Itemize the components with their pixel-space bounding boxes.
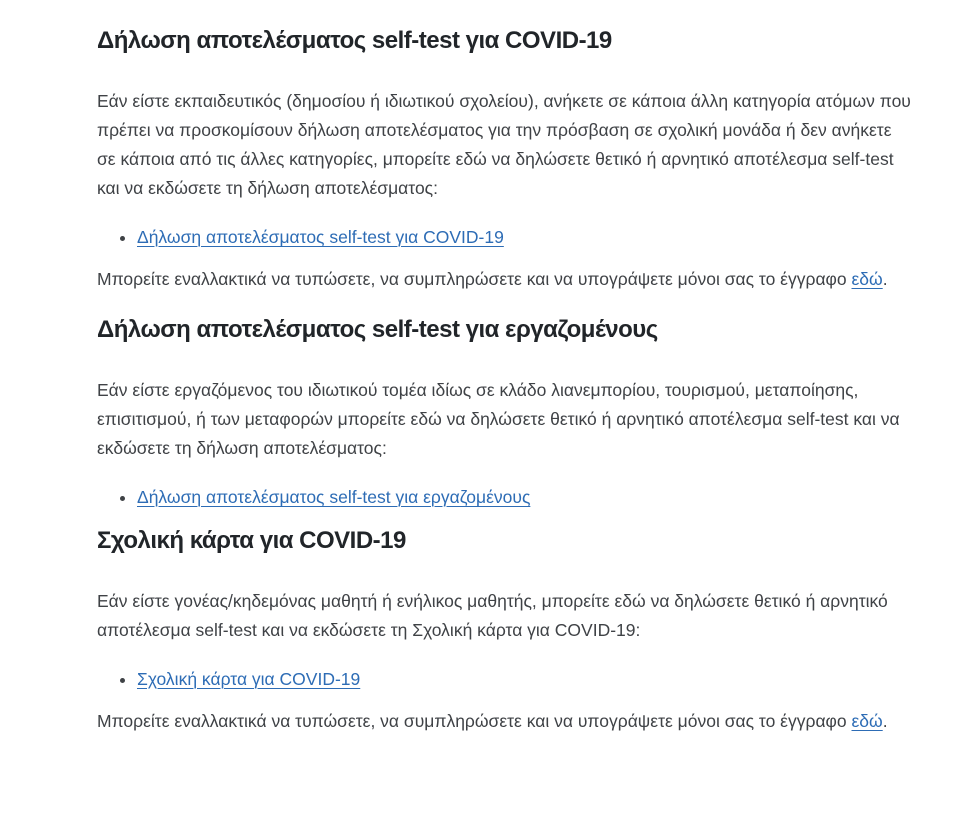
service-link-school-card[interactable]: Σχολική κάρτα για COVID-19 — [137, 669, 361, 689]
section-school-card — [97, 525, 913, 736]
service-link-item — [137, 223, 913, 252]
service-link-list — [97, 665, 913, 694]
service-link-self-test-workers[interactable]: Δήλωση αποτελέσματος self-test για εργαζομένους — [137, 487, 531, 507]
service-link-list — [97, 223, 913, 252]
alternative-note — [97, 707, 913, 736]
section-self-test-covid19 — [97, 25, 913, 294]
section-intro-self-test-covid19: Εάν είστε εκπαιδευτικός (δημοσίου ή ιδιωτικού σχολείου), ανήκετε σε κάποια άλλη κατηγορία ατόμων που πρέπει να προσκομίσουν δήλωση αποτελέσματος για την πρόσβαση σε σχολική μονάδα ή δεν ανήκετε σε κάποια από τις άλλες κατηγορίες, μπορείτε εδώ να δηλώσετε θετικό ή αρνητικό αποτέλεσμα self-test και να εκδώσετε τη δήλωση αποτελέσματος: — [97, 91, 911, 198]
here-link[interactable]: εδώ — [851, 269, 883, 289]
here-link[interactable]: εδώ — [851, 711, 883, 731]
section-heading-school-card: Σχολική κάρτα για COVID-19 — [97, 527, 406, 554]
service-link-item — [137, 665, 913, 694]
alternative-note-text: Μπορείτε εναλλακτικά να τυπώσετε, να συμπληρώσετε και να υπογράψετε μόνοι σας το έγγραφο — [97, 269, 852, 289]
alternative-note-period: . — [882, 269, 888, 289]
section-intro-school-card: Εάν είστε γονέας/κηδεμόνας μαθητή ή ενήλικος μαθητής, μπορείτε εδώ να δηλώσετε θετικό ή αρνητικό αποτέλεσμα self-test και να εκδώσετε τη Σχολική κάρτα για COVID-19: — [97, 591, 888, 640]
service-link-self-test-covid19[interactable]: Δήλωση αποτελέσματος self-test για COVID-19 — [137, 227, 504, 247]
alternative-note-period: . — [882, 711, 888, 731]
section-intro-self-test-workers: Εάν είστε εργαζόμενος του ιδιωτικού τομέα ιδίως σε κλάδο λιανεμπορίου, τουρισμού, μεταποίησης, επισιτισμού, ή των μεταφορών μπορείτε εδώ να δηλώσετε θετικό ή αρνητικό αποτέλεσμα self-test και να εκδώσετε τη δήλωση αποτελέσματος: — [97, 380, 900, 458]
section-heading-self-test-covid19: Δήλωση αποτελέσματος self-test για COVID-19 — [97, 27, 612, 54]
alternative-note-text: Μπορείτε εναλλακτικά να τυπώσετε, να συμπληρώσετε και να υπογράψετε μόνοι σας το έγγραφο — [97, 711, 852, 731]
service-link-list — [97, 483, 913, 512]
section-self-test-workers — [97, 314, 913, 512]
section-heading-self-test-workers: Δήλωση αποτελέσματος self-test για εργαζομένους — [97, 316, 658, 343]
alternative-note — [97, 265, 913, 294]
service-link-item — [137, 483, 913, 512]
